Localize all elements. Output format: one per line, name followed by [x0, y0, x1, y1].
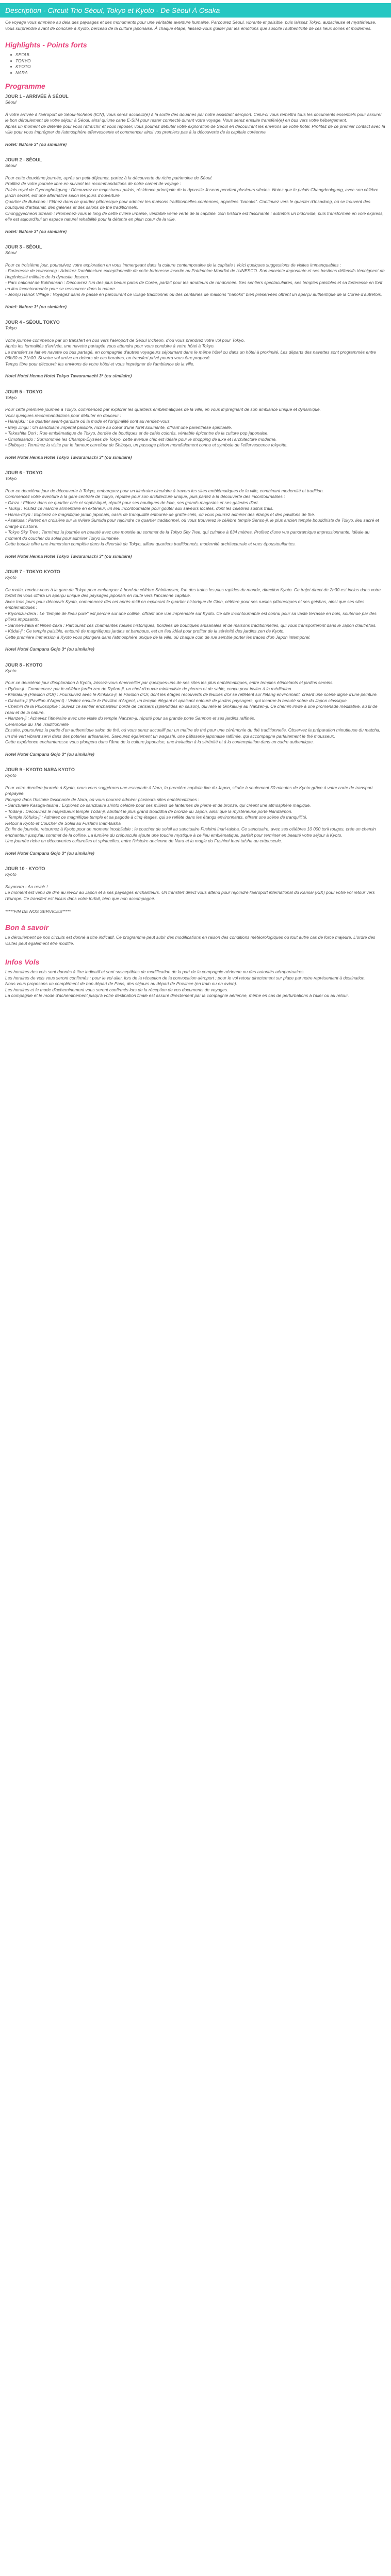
day-city: Tokyo — [5, 394, 17, 400]
day-hotel: Hotel Hotel Henna Hotel Tokyo Tawaramachi 3* (ou similaire) — [5, 373, 132, 378]
infos-vols-title: Infos Vols — [5, 958, 40, 966]
day-hotel: Hotel Hotel Campana Gojo 3* (ou similaire) — [5, 751, 94, 757]
day-text: Sayonara - Au revoir ! Le moment est venu de dire au revoir au Japon et à ses paysages enchanteurs. Un transfert direct vous attend pour rejoindre l'aéroport international du Kansai (KIX) pour votre vol retour vers l'Europe. Ce transfert est inclus dans votre forfait, bien que non accompagné. — [5, 884, 375, 901]
title-bar — [0, 3, 391, 18]
programme-title: Programme — [5, 82, 45, 90]
day-hotel: Hotel Hotel Henna Hotel Tokyo Tawaramachi 3* (ou similaire) — [5, 454, 132, 460]
day-text: Pour ce troisième jour, poursuivez votre exploration en vous immergeant dans la culture contemporaine de la capitale ! Voici quelques suggestions de visites immanquables : - Forteresse de Hwaseong : Admirez l'architecture exceptionnelle de cette forteresse inscrite au Patrimoine Mondial de l'UNESCO. Son enceinte imposante et ses bastions défensifs témoignent de l'ingéniosité militaire de la dynastie Joseon. - Parc national de Bukhansan : Découvrez l'un des plus beaux parcs de Corée, parfait pour les amateurs de randonnée. Ses sentiers spectaculaires, ses temples paisibles et sa forteresse en font un lieu incontournable pour se ressourcer dans la nature. - Jeonju Hanok Village : Voyagez dans le passé en parcourant ce village traditionnel où des centaines de maisons "hanoks" bien préservées offrent un aperçu authentique de la Corée d'autrefois. — [5, 262, 385, 297]
day-title: JOUR 2 - SÉOUL — [5, 157, 42, 162]
day-section — [5, 470, 386, 559]
day-hotel: Hotel: Nafore 3* (ou similaire) — [5, 141, 67, 147]
day-section — [5, 93, 386, 147]
day-title: JOUR 5 - TOKYO — [5, 389, 43, 394]
day-text: Pour votre dernière journée à Kyoto, nous vous suggérons une escapade à Nara, la première capitale fixe du Japon, située à seulement 50 minutes de Kyoto grâce à votre carte de transport prépayée. Plongez dans l'histoire fascinante de Nara, où vous pourrez admirer plusieurs sites emblématiques : • Sanctuaire Kasuga-taisha : Explorez ce sanctuaire shinto célèbre pour ses milliers de lanternes de pierre et de bronze, qui créent une atmosphère magique. • Todai-ji : Découvrez le majestueux temple Tōdai-ji, abritant le plus grand Bouddha de bronze du Japon, ainsi que la mystérieuse porte Nandaimon. • Temple Kōfuku-ji : Admirez ce magnifique temple et sa pagode à cinq étages, qui se reflète dans les étangs environnants, offrant une scène de tranquillité. Retour à Kyoto et Coucher de Soleil au Fushimi Inari-taisha En fin de journée, retournez à Kyoto pour un moment inoubliable : le coucher de soleil au sanctuaire Fushimi Inari-taisha. Ce sanctuaire, avec ses célèbres 10 000 torii rouges, crée un chemin enchanteur jusqu'au sommet de la colline. La lumière du crépuscule ajoute une touche mystique à ce lieu emblématique, parfait pour terminer en beauté votre séjour à Kyoto. Une journée riche en découvertes culturelles et spirituelles, entre l'histoire ancienne de Nara et la magie du Fushimi Inari-taisha au crépuscule. — [5, 785, 376, 843]
day-city: Séoul — [5, 99, 17, 105]
highlight-item: NARA — [12, 70, 386, 76]
day-hotel: Hotel Hotel Henna Hotel Tokyo Tawaramachi 3* (ou similaire) — [5, 553, 132, 559]
day-title: JOUR 8 - KYOTO — [5, 662, 43, 668]
day-title: JOUR 9 - KYOTO NARA KYOTO — [5, 767, 75, 772]
highlights-title: Highlights - Points forts — [5, 41, 87, 49]
day-section — [5, 866, 386, 902]
day-city: Kyoto — [5, 773, 17, 778]
day-title: JOUR 4 - SÉOUL TOKYO — [5, 320, 60, 325]
highlights-list — [12, 52, 386, 76]
day-hotel: Hotel Hotel Campana Gojo 3* (ou similaire) — [5, 646, 94, 652]
day-city: Séoul — [5, 163, 17, 168]
day-hotel: Hotel: Nafore 3* (ou similaire) — [5, 228, 67, 234]
content — [0, 18, 391, 999]
day-section — [5, 662, 386, 758]
day-title: JOUR 7 - TOKYO KYOTO — [5, 569, 60, 574]
day-hotel: Hotel Hotel Campana Gojo 3* (ou similaire) — [5, 850, 94, 856]
day-title: JOUR 1 - ARRIVÉE À SÉOUL — [5, 94, 69, 99]
bon-a-savoir-text: Le déroulement de nos circuits est donné à titre indicatif. Ce programme peut subir des modifications en raison des conditions météorologiques ou tout autre cas de force majeure. L'ordre des visites peut également être modifié. — [5, 935, 376, 946]
day-city: Tokyo — [5, 325, 17, 330]
day-text: Ce matin, rendez-vous à la gare de Tokyo pour embarquer à bord du célèbre Shinkansen, l'un des trains les plus rapides du monde, direction Kyoto. Ce trajet direct de 2h30 est inclus dans votre forfait tel vous offrira un aperçu unique des paysages japonais en route vers l'ancienne capitale. Avec trois jours pour découvrir Kyoto, commencez dès cet après-midi en explorant le quartier historique de Gion, célèbre pour ses ruelles pittoresques et ses geishas, ainsi que ses sites emblématiques : • Kiyomizu-dera : Le "temple de l'eau pure" est perché sur une colline, offrant une vue imprenable sur Kyoto. Ce site incontournable est connu pour sa vaste terrasse en bois, soutenue par des piliers imposants. • Sannen-zaka et Ninen-zaka : Parcourez ces charmantes ruelles historiques, bordées de boutiques artisanales et de maisons traditionnelles, qui vous transporteront dans le Japon d'autrefois. • Kōdai-ji : Ce temple paisible, entouré de magnifiques jardins et bambous, est un lieu idéal pour profiter de la sérénité des jardins zen de Kyoto. Cette première immersion à Kyoto vous plongera dans l'atmosphère unique de la ville, où chaque coin de rue semble porter les traces d'un Japon intemporel. — [5, 587, 381, 640]
day-title: JOUR 10 - KYOTO — [5, 866, 45, 871]
highlight-item: TOKYO — [12, 58, 386, 64]
bon-a-savoir-title: Bon à savoir — [5, 923, 49, 932]
end-of-services: *****FIN DE NOS SERVICES***** — [5, 909, 71, 914]
highlights-section — [5, 41, 386, 76]
day-city: Kyoto — [5, 668, 17, 673]
day-section — [5, 569, 386, 653]
day-title: JOUR 6 - TOKYO — [5, 470, 43, 475]
day-section — [5, 319, 386, 379]
page-title: Description - Circuit Trio Séoul, Tokyo et Kyoto - De Séoul À Osaka — [5, 6, 220, 14]
page — [0, 3, 391, 999]
day-text: À votre arrivée à l'aéroport de Séoul-Incheon (ICN), vous serez accueilli(e) à la sortie des douanes par notre assistant aéroport. Celui-ci vous remettra tous les documents essentiels pour assurer le bon déroulement de votre séjour à Séoul, ainsi qu'une carte E-SIM pour rester connecté durant votre voyage. Vous serez ensuite transféré(e) en bus vers votre hébergement. Après un moment de détente pour vous rafraîchir et vous reposer, vous pourrez débuter votre exploration de Séoul en découvrant les environs de votre hôtel. Profitez de ce premier contact avec la ville pour vous imprégner de l'atmosphère effervescente et commencer ainsi vos premiers pas à la découverte de la capitale coréenne. — [5, 111, 385, 135]
infos-vols-text: Les horaires des vols sont donnés à titre indicatif et sont susceptibles de modification de la part de la compagnie aérienne ou des autorités aéroportuaires. Les horaires de vols vous seront confirmés : pour le vol aller, lors de la réception de la convocation aéroport ; pour le vol retour directement sur place par notre représentant à destination. Nous vous proposons un complément de bon départ de Paris, des séjours au départ de Province (en train ou en avion). Les horaires et le mode d'acheminement vous seront confirmés lors de la réception de vos documents de voyages. La compagnie et le mode d'acheminement jusqu'à votre destination finale est assuré directement par la compagnie aérienne, même en cas de perturbations à l'aller ou au retour. — [5, 969, 366, 998]
intro-text: Ce voyage vous emmène au dela des paysages et des monuments pour une véritable aventure humaine. Parcourez Séoul, vibrante et paisible, puis laissez Tokyo, audacieuse et mystérieuse, vous surprendre avant de conclure à Kyoto, berceau de la culture japonaise. À chaque étape, laissez-vous guider par les émotions que suscite l'authenticité de ces lieux soires et modernes. — [5, 20, 377, 31]
day-text: Pour cette deuxième journée, après un petit-déjeuner, partez à la découverte du riche patrimoine de Séoul. Profitez de votre journée libre en suivant les recommandations de notre carnet de voyage : Palais royal de Gyeongbokgung : Découvrez ce majestueux palais, résidence principale de la dynastie Joseon pendant plusieurs siècles. Notez que le palais Changdeokgung, avec son célèbre jardin secret, est une alternative selon les jours d'ouverture. Quartier de Bukchon : Flânez dans ce quartier pittoresque pour admirer les maisons traditionnelles coréennes, appelées "hanoks". Continuez vers le quartier d'Insadong, où se trouvent des boutiques d'artisanat, des galeries et des salons de thé traditionnels. Chonggyecheon Stream : Promenez-vous le long de cette rivière urbaine, véritable veine verte de la capitale. Son histoire est fascinante : autrefois un bidonville, puis transformée en voie express, elle est aujourd'hui un espace naturel rehabilité pour la détente en plein cœur de la ville. — [5, 175, 384, 222]
day-section — [5, 157, 386, 235]
day-section — [5, 244, 386, 310]
day-city: Kyoto — [5, 872, 17, 877]
highlight-item: KYOTO — [12, 64, 386, 70]
day-city: Kyoto — [5, 575, 17, 580]
day-text: Pour ce deuxième jour d'exploration à Kyoto, laissez-vous émerveiller par quelques-uns de ses sites les plus emblématiques, entre temples étincelants et jardins sereins. • Ryōan-ji : Commencez par le célèbre jardin zen de Ryōan-ji, un chef-d'œuvre minimaliste de pierres et de sable, conçu pour inviter à la méditation. • Kinkaku-ji (Pavillon d'Or) : Poursuivez avec le Kinkaku-ji, le Pavillon d'Or, dont les étages recouverts de feuilles d'or se reflètent sur l'étang environnant, créant une scène digne d'une peinture. • Ginkaku-ji (Pavillon d'Argent) : Visitez ensuite le Pavillon d'Argent, un temple élégant et apaisant entouré de jardins paysagers, qui incarne la beauté sobre du Japon classique. • Chemin de la Philosophie : Suivez ce sentier enchanteur bordé de cerisiers (splendides en saison), qui relie le Ginkaku-ji au Nanzen-ji. Ce chemin invite à une promenade méditative, au fil de l'eau et de la nature. • Nanzen-ji : Achevez l'itinéraire avec une visite du temple Nanzen-ji, réputé pour sa grande porte Sanmon et ses jardins raffinés. Cérémonie du Thé Traditionnelle Ensuite, poursuivez la partie d'un authentique salon de thé, où vous serez accueilli par un maître de thé pour une cérémonie du thé traditionnelle. Observez la préparation minutieuse du matcha, un thé vert vibrant servi dans des poteries artisanales. Savourez également un wagashi, une pâtisserie japonaise raffinée, qui accompagne parfaitement le thé mousseux. Cette expérience enchanteresse vous plongera dans l'âme de la culture japonaise, une invitation à la sérénité et à la contemplation dans un cadre authentique. — [5, 680, 381, 744]
day-hotel: Hotel: Nafore 3* (ou similaire) — [5, 304, 67, 309]
day-section — [5, 767, 386, 856]
day-city: Tokyo — [5, 476, 17, 481]
day-text: Pour ce deuxième jour de découverte à Tokyo, embarquez pour un itinéraire circulaire à travers les sites emblématiques de la ville, combinant modernité et tradition. Commencez votre aventure à la gare centrale de Tokyo, réputée pour son architecture unique, puis partez à la découverte des incontournables : • Ginza : Flânez dans ce quartier chic et sophistiqué, réputé pour ses boutiques de luxe, ses grands magasins et ses galeries d'art. • Tsukiji : Visitez ce marché alimentaire en extérieur, un lieu incontournable pour goûter aux saveurs locales, dont les célèbres sushis frais. • Hama-rikyū : Explorez ce magnifique jardin japonais, oasis de tranquillité entourée de gratte-ciels, où vous pourrez admirer des étangs et des pavillons de thé. • Asakusa : Partez en croisière sur la rivière Sumida pour rejoindre ce quartier traditionnel, où vous trouverez le célèbre temple Senso-ji, le plus ancien temple bouddhiste de Tokyo, lieu sacré et chargé d'histoire. • Tokyo Sky Tree : Terminez la journée en beauté avec une montée au sommet de la Tokyo Sky Tree, qui culmine à 634 mètres. Profitez d'une vue panoramique impressionnante, idéale au moment du coucher du soleil pour admirer Tokyo illuminée. Cette boucle offre une immersion complète dans la diversité de Tokyo, alliant quartiers traditionnels, modernité architecturale et vues époustouflantes. — [5, 488, 379, 546]
day-city: Séoul — [5, 250, 17, 255]
day-section — [5, 389, 386, 461]
highlight-item: SEOUL — [12, 52, 386, 58]
day-text: Pour cette première journée à Tokyo, commencez par explorer les quartiers emblématiques de la ville, en vous imprégnant de son ambiance unique et dynamique. Voici quelques recommandations pour débuter en douceur : • Harajuku : Le quartier avant-gardiste où la mode et l'originalité sont au rendez-vous. • Meiji Jingu : Un sanctuaire impérial paisible, niché au cœur d'une forêt luxuriante, offrant une parenthèse spirituelle. • Takeshita Dori : Rue emblématique de Tokyo, bordée de boutiques et de cafés colorés, véritable épicentre de la culture pop japonaise. • Omotesando : Surnommée les Champs-Élysées de Tokyo, cette avenue chic est idéale pour le shopping de luxe et l'architecture moderne. • Shibuya : Terminez la visite par le fameux carrefour de Shibuya, un passage piéton mondialement connu et symbole de l'effervescence tokyoïte. — [5, 407, 321, 447]
day-title: JOUR 3 - SÉOUL — [5, 244, 42, 250]
day-text: Votre journée commence par un transfert en bus vers l'aéroport de Séoul Incheon, d'où vous prendrez votre vol pour Tokyo. Après les formalités d'arrivée, une navette partagée vous attendra pour vous conduire à votre hôtel à Tokyo. Le transfert se fait en navette ou bus partagé, en compagnie d'autres voyageurs séjournant dans le même hôtel ou dans un hôtel à proximité. Les départs des navettes sont programmés entre 06h30 et 21h00. Si votre vol arrive en dehors de ces horaires, un transfert privé pourra vous être proposé. Temps libre pour découvrir les environs de votre hôtel et vous imprégner de l'ambiance de la ville. — [5, 337, 376, 367]
